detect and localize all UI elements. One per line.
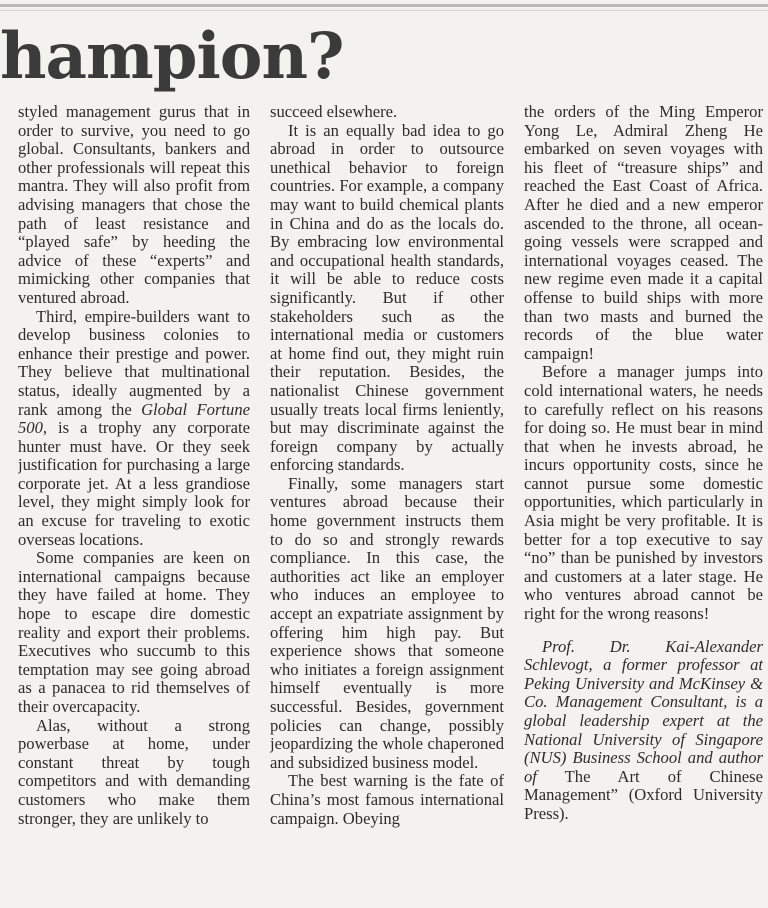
author-bio <box>524 638 763 824</box>
top-rule <box>0 4 768 7</box>
paragraph: styled management gurus that in order to survive, you need to go global. Consultants, bankers and other professionals will repeat this mantra. They will also profit from advising managers that chose the path of least resistance and “played safe” by heeding the advice of these “experts” and mimicking other companies that ventured abroad. <box>18 103 250 307</box>
publication-title: Global Fortune 500 <box>18 399 250 438</box>
paragraph: It is an equally bad idea to go abroad in order to outsource unethical behavior to foreign countries. For example, a company may want to build chemical plants in China and do as the locals do. By embracing low environmental and occupational health standards, it will be able to reduce costs significantly. But if other stakeholders such as the international media or customers at home find out, they might ruin their reputation. Besides, the nationalist Chinese government usually treats local firms leniently, but may discriminate against the foreign company by actually enforcing standards. <box>270 120 504 475</box>
paragraph: The best warning is the fate of China’s most famous international campaign. Obeying <box>270 771 504 828</box>
article-column-3 <box>524 103 763 903</box>
paragraph: Some companies are keen on international campaigns because they have failed at home. They hope to escape dire domestic reality and export their problems. Executives who succumb to this temptation may see going abroad as a panacea to rid themselves of their overcapacity. <box>18 548 250 716</box>
paragraph: Before a manager jumps into cold international waters, he needs to carefully reflect on his reasons for doing so. He must bear in mind that when he invests abroad, he incurs opportunity costs, since he cannot pursue some domestic opportunities, which particularly in Asia might be very profitable. It is better for a top executive to say “no” than be punished by investors and customers at a later stage. He who ventures abroad cannot be right for the wrong reasons! <box>524 362 763 624</box>
paragraph: succeed elsewhere. <box>270 103 398 121</box>
paragraph: Alas, without a strong powerbase at home, under constant threat by tough competitors and with demanding customers who make them stronger, they are unlikely to <box>18 715 250 828</box>
paragraph: the orders of the Ming Emperor Yong Le, Admiral Zheng He embarked on seven voyages with his fleet of “treasure ships” and reached the East Coast of Africa. After he died and a new emperor ascended to the throne, all ocean-going vessels were scrapped and international voyages ceased. The new regime even made it a capital offense to build ships with more than two masts and burned the records of the blue water campaign! <box>524 103 763 363</box>
paragraph: Finally, some managers start ventures abroad because their home government instructs them to do so and strongly rewards compliance. In this case, the authorities act like an employer who induces an employee to accept an expatriate assignment by offering him high pay. But experience shows that someone who initiates a foreign assignment himself eventually is more successful. Besides, government policies can change, possibly jeopardizing the whole chaperoned and subsidized business model. <box>270 473 504 772</box>
top-rule-thin <box>0 10 768 11</box>
article-column-2 <box>270 103 504 903</box>
author-bio-book: The Art of Chinese Management” (Oxford University Press). <box>524 766 763 823</box>
article-column-1 <box>18 103 250 903</box>
headline: hampion? <box>0 19 344 94</box>
paragraph-text: Third, empire-builders want to develop business colonies to enhance their prestige and power. They believe that multinational status, ideally augmented by a rank among the <box>18 306 250 419</box>
paragraph <box>18 308 250 550</box>
author-bio-italic: Prof. Dr. Kai-Alexander Schlevogt, a former professor at Peking University and McKinsey & Co. Management Consultant, is a global leadership expert at the National University of Singapore (NUS) Business School and author of <box>524 636 763 786</box>
paragraph-text: , is a trophy any corporate hunter must have. Or they seek justification for purchasing a large corporate jet. At a less grandiose level, they might simply look for an excuse for traveling to exotic overseas locations. <box>18 418 250 549</box>
